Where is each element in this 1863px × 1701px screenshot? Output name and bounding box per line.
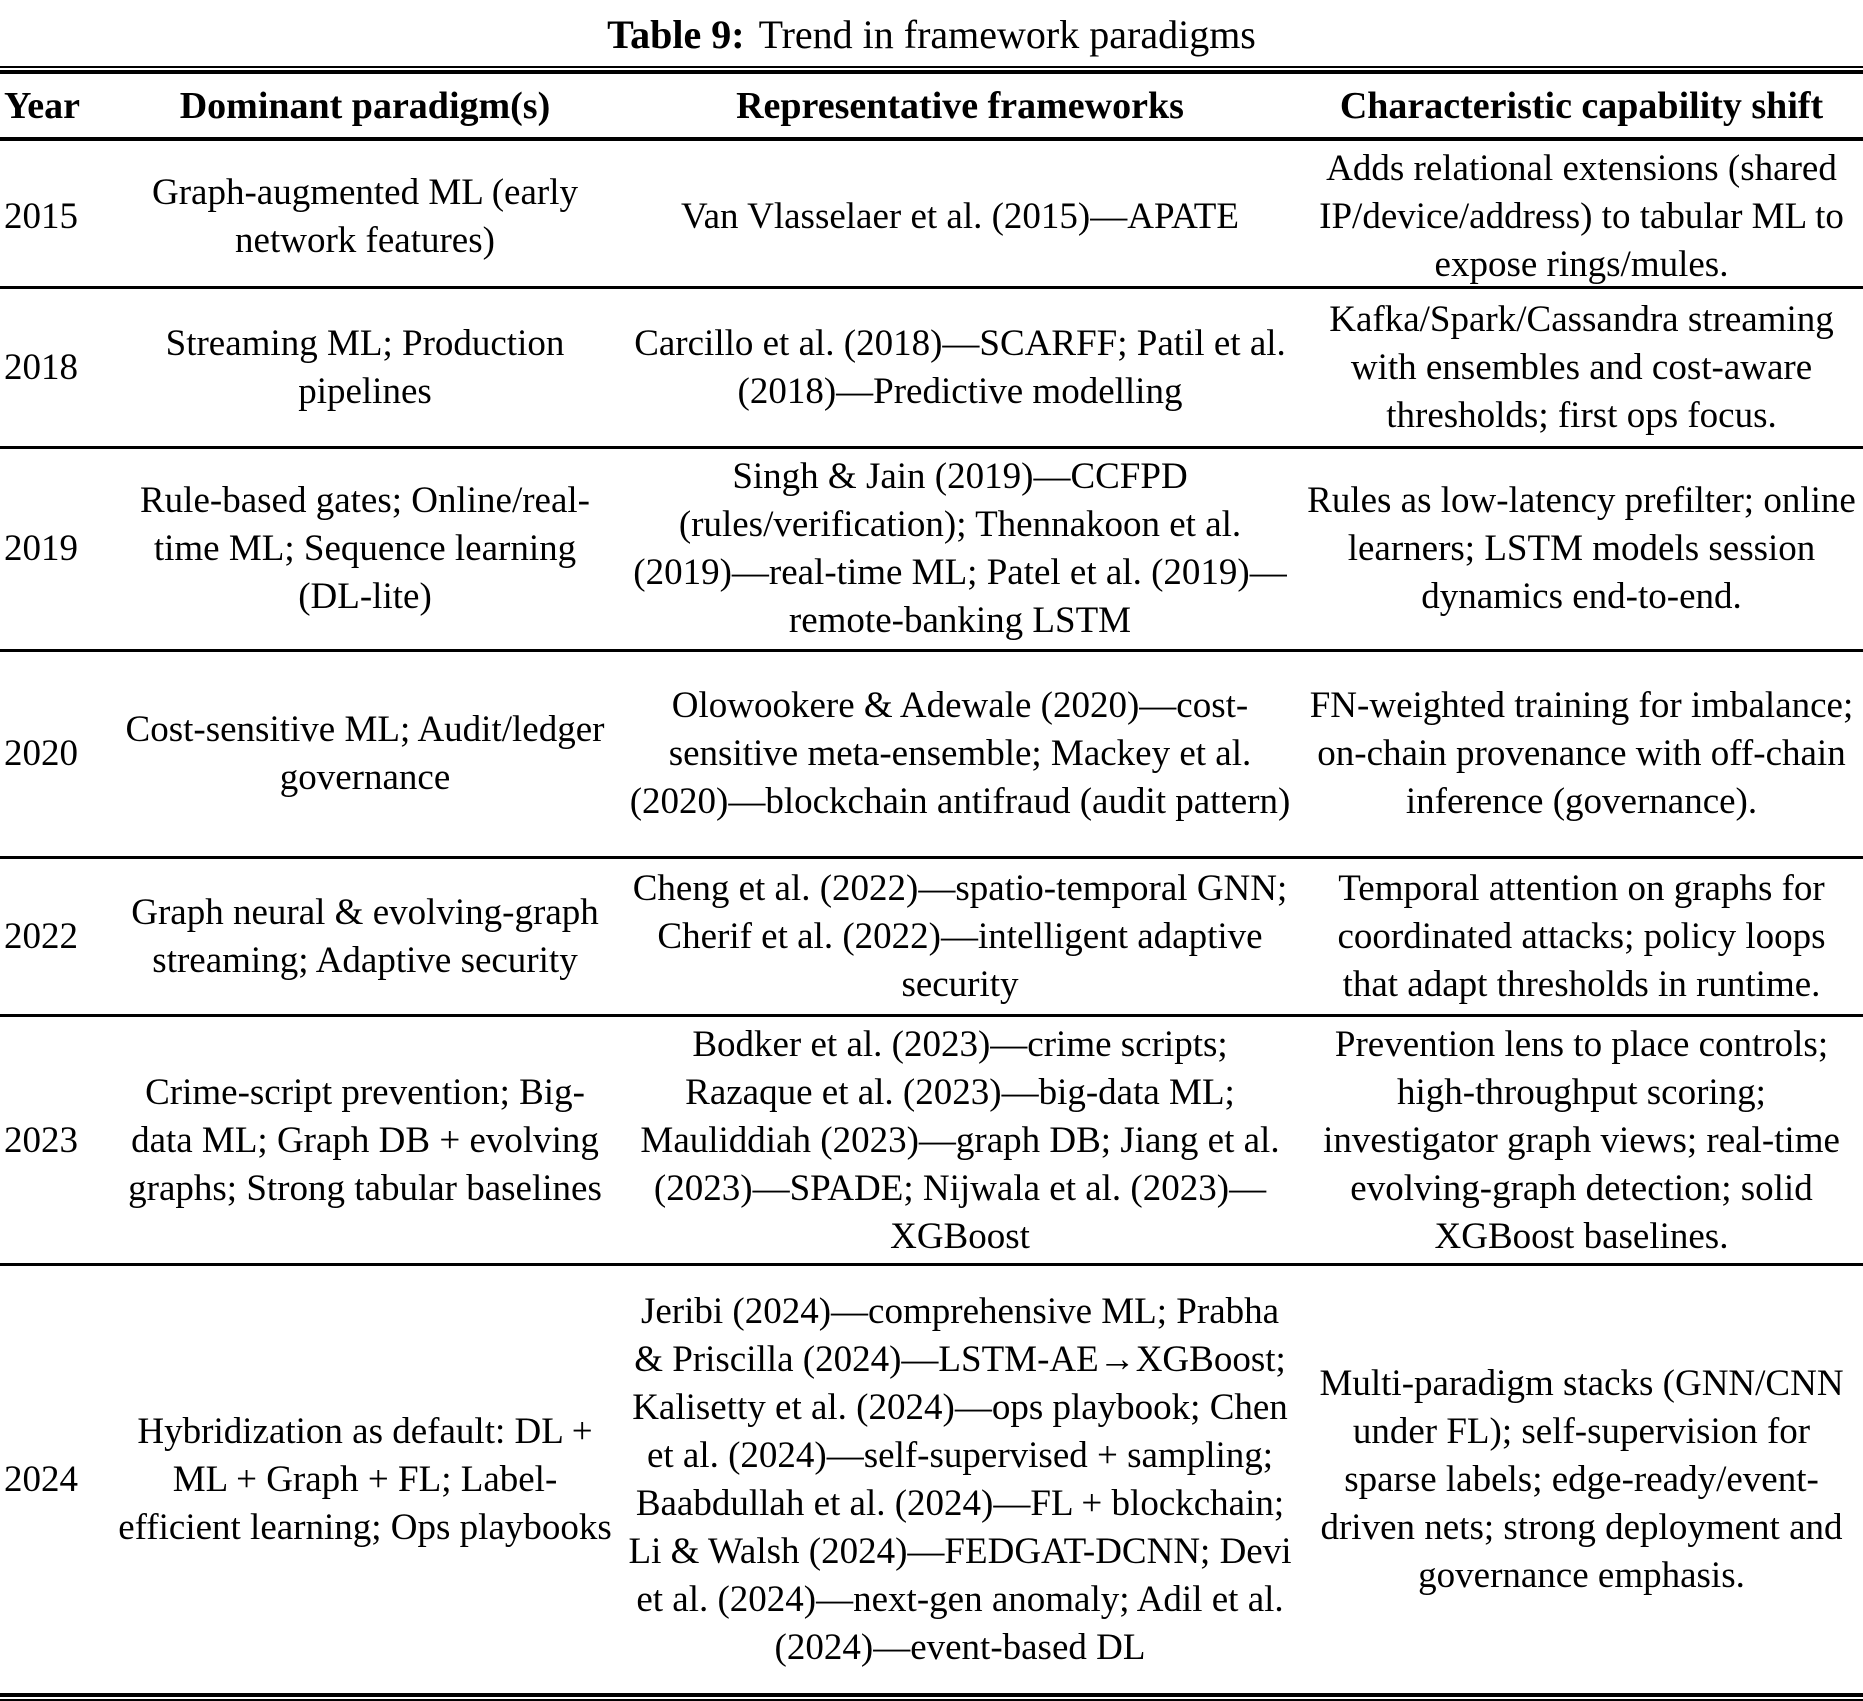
shift-cell: Adds relational extensions (shared IP/device/address) to tabular ML to expose rings/mules. — [1319, 148, 1844, 285]
shift-cell: Prevention lens to place controls; high-throughput scoring; investigator graph views; real-time evolving-graph detection; solid XGBoost baselines. — [1323, 1024, 1840, 1257]
shift-cell: Kafka/Spark/Cassandra streaming with ensembles and cost-aware thresholds; first ops focus. — [1329, 298, 1834, 436]
table-bottom-rule — [0, 1693, 1863, 1701]
table-row-2023 — [0, 1017, 1863, 1266]
header-year: Year — [4, 84, 80, 127]
header-capability-shift: Characteristic capability shift — [1339, 84, 1824, 127]
header-representative-frameworks: Representative frameworks — [736, 84, 1184, 127]
shift-cell: Rules as low-latency prefilter; online learners; LSTM models session dynamics end-to-end. — [1307, 480, 1856, 617]
year-cell: 2024 — [4, 1458, 78, 1500]
paradigm-cell: Crime-script prevention; Big-data ML; Graph DB + evolving graphs; Strong tabular baselines — [128, 1072, 602, 1209]
header-dominant-paradigm: Dominant paradigm(s) — [179, 84, 551, 127]
frameworks-cell: Jeribi (2024)—comprehensive ML; Prabha & Priscilla (2024)—LSTM-AE→XGBoost; Kalisetty et al. (2024)—ops playbook; Chen et al. (2024)—self-supervised + sampling; Baabdullah et al. (2024)—FL + blockchain; Li & Walsh (2024)—FEDGAT-DCNN; Devi et al. (2024)—next-gen anomaly; Adil et al. (2024)—event-based DL — [628, 1290, 1292, 1668]
table-caption-text: Trend in framework paradigms — [758, 11, 1256, 57]
table-row-2018 — [0, 289, 1863, 449]
table-caption-label: Table 9: — [607, 11, 745, 57]
table-top-rule — [0, 66, 1863, 74]
year-cell: 2019 — [4, 528, 78, 569]
year-cell: 2022 — [4, 915, 78, 957]
paradigm-cell: Cost-sensitive ML; Audit/ledger governance — [125, 709, 605, 798]
frameworks-cell: Van Vlasselaer et al. (2015)—APATE — [681, 196, 1239, 237]
paradigm-cell: Rule-based gates; Online/real-time ML; Sequence learning (DL-lite) — [140, 480, 590, 617]
table-row-2015 — [0, 141, 1863, 289]
frameworks-cell: Singh & Jain (2019)—CCFPD (rules/verification); Thennakoon et al. (2019)—real-time ML; Patel et al. (2019)—remote-banking LSTM — [633, 456, 1287, 641]
year-cell: 2020 — [4, 733, 78, 774]
table-header-row — [0, 74, 1863, 141]
table-row-2019 — [0, 449, 1863, 652]
table-row-2024 — [0, 1266, 1863, 1693]
shift-cell: Multi-paradigm stacks (GNN/CNN under FL); self-supervision for sparse labels; edge-ready/event-driven nets; strong deployment and governance emphasis. — [1319, 1362, 1844, 1596]
table-caption — [0, 0, 1863, 66]
paradigm-cell: Graph-augmented ML (early network features) — [151, 172, 578, 261]
frameworks-cell: Cheng et al. (2022)—spatio-temporal GNN; Cherif et al. (2022)—intelligent adaptive security — [632, 867, 1288, 1005]
table-row-2020 — [0, 652, 1863, 859]
frameworks-cell: Carcillo et al. (2018)—SCARFF; Patil et al. (2018)—Predictive modelling — [634, 322, 1286, 412]
frameworks-cell: Bodker et al. (2023)—crime scripts; Razaque et al. (2023)—big-data ML; Mauliddiah (2023)—graph DB; Jiang et al. (2023)—SPADE; Nijwala et al. (2023)—XGBoost — [640, 1024, 1280, 1257]
year-cell: 2018 — [4, 346, 78, 388]
shift-cell: Temporal attention on graphs for coordinated attacks; policy loops that adapt thresholds in runtime. — [1337, 867, 1826, 1005]
paradigm-cell: Graph neural & evolving-graph streaming; Adaptive security — [131, 891, 599, 981]
paradigm-cell: Streaming ML; Production pipelines — [165, 322, 565, 412]
year-cell: 2023 — [4, 1120, 78, 1161]
year-cell: 2015 — [4, 196, 78, 237]
shift-cell: FN-weighted training for imbalance; on-chain provenance with off-chain inference (governance). — [1309, 685, 1854, 822]
frameworks-cell: Olowookere & Adewale (2020)—cost-sensitive meta-ensemble; Mackey et al. (2020)—blockchain antifraud (audit pattern) — [629, 685, 1291, 822]
table-row-2022 — [0, 859, 1863, 1017]
paradigm-cell: Hybridization as default: DL + ML + Graph + FL; Label-efficient learning; Ops playbooks — [118, 1410, 612, 1548]
